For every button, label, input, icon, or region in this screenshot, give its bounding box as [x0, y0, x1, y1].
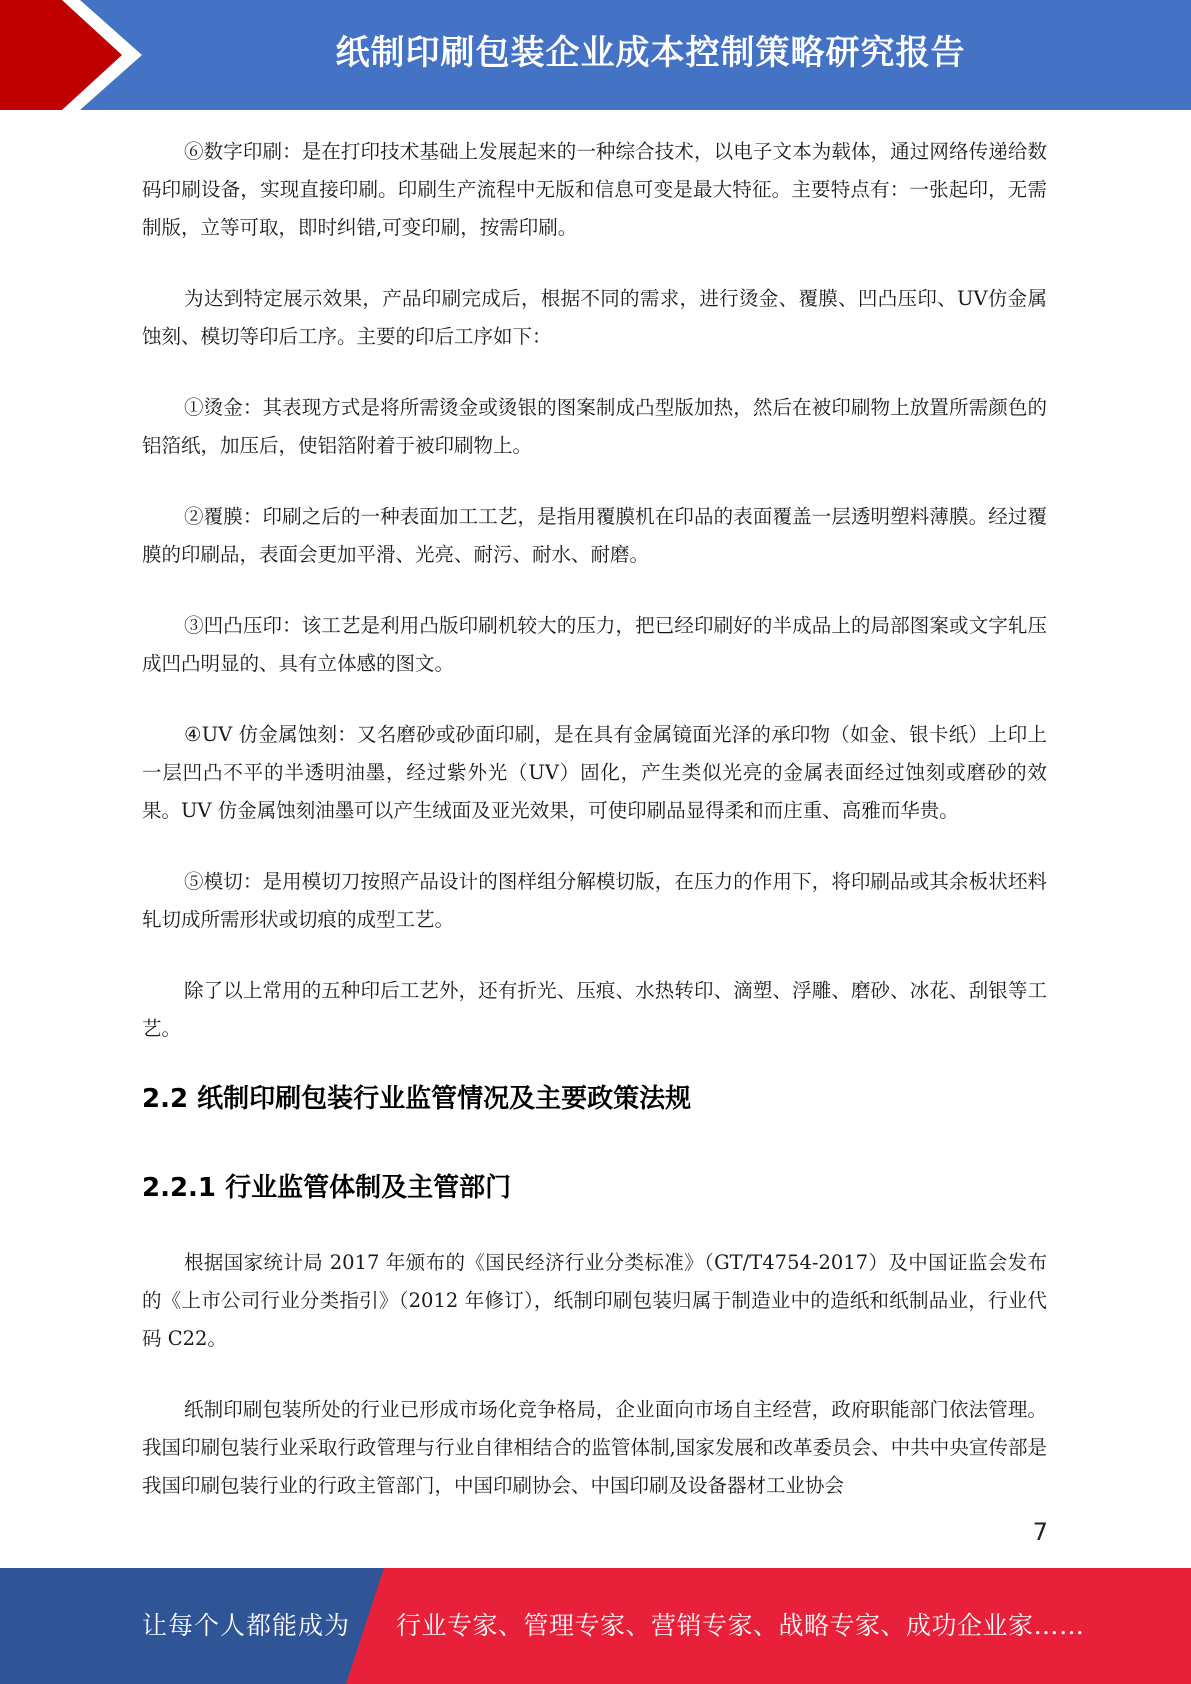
page-footer: [0, 1568, 1191, 1684]
paragraph-digital-printing: ⑥数字印刷：是在打印技术基础上发展起来的一种综合技术，以电子文本为载体，通过网络传递给数码印刷设备，实现直接印刷。印刷生产流程中无版和信息可变是最大特征。主要特点有：一张起印，无需制版，立等可取，即时纠错,可变印刷，按需印刷。: [142, 140, 1047, 239]
paragraph-hot-stamping: ①烫金：其表现方式是将所需烫金或烫银的图案制成凸型版加热，然后在被印刷物上放置所需颜色的铝箔纸，加压后，使铝箔附着于被印刷物上。: [142, 396, 1047, 457]
subsection-heading: 2.2.1 行业监管体制及主管部门: [142, 1173, 512, 1203]
paragraph-laminating: ②覆膜：印刷之后的一种表面加工工艺，是指用覆膜机在印品的表面覆盖一层透明塑料薄膜。经过覆膜的印刷品，表面会更加平滑、光亮、耐污、耐水、耐磨。: [142, 505, 1047, 566]
document-body: [142, 133, 1047, 1538]
paragraph-embossing: ③凹凸压印：该工艺是利用凸版印刷机较大的压力，把已经印刷好的半成品上的局部图案或文字轧压成凹凸明显的、具有立体感的图文。: [142, 614, 1047, 675]
section-heading: 2.2 纸制印刷包装行业监管情况及主要政策法规: [142, 1084, 692, 1114]
paragraph-die-cutting: ⑤模切：是用模切刀按照产品设计的图样组分解模切版，在压力的作用下，将印刷品或其余板状坯料轧切成所需形状或切痕的成型工艺。: [142, 870, 1047, 931]
red-chevron-decoration: [0, 0, 150, 110]
paragraph-regulatory-system: 纸制印刷包装所处的行业已形成市场化竞争格局，企业面向市场自主经营，政府职能部门依法管理。我国印刷包装行业采取行政管理与行业自律相结合的监管体制,国家发展和改革委员会、中共中央宣传部是我国印刷包装行业的行政主管部门，中国印刷协会、中国印刷及设备器材工业协会: [142, 1398, 1047, 1497]
report-title: 纸制印刷包装企业成本控制策略研究报告: [335, 33, 966, 73]
page-number: 7: [1032, 1518, 1048, 1546]
page-header: [0, 0, 1191, 110]
paragraph-post-press-intro: 为达到特定展示效果，产品印刷完成后，根据不同的需求，进行烫金、覆膜、凹凸压印、UV仿金属蚀刻、模切等印后工序。主要的印后工序如下：: [142, 287, 1047, 348]
footer-slogan-right: 行业专家、管理专家、营销专家、战略专家、成功企业家……: [396, 1611, 1085, 1640]
paragraph-other-processes: 除了以上常用的五种印后工艺外，还有折光、压痕、水热转印、滴塑、浮雕、磨砂、冰花、刮银等工艺。: [142, 979, 1047, 1040]
footer-slogan-left: 让每个人都能成为: [142, 1611, 351, 1640]
paragraph-uv-etching: ④UV 仿金属蚀刻：又名磨砂或砂面印刷，是在具有金属镜面光泽的承印物（如金、银卡纸）上印上一层凹凸不平的半透明油墨，经过紫外光（UV）固化，产生类似光亮的金属表面经过蚀刻或磨砂的效果。UV 仿金属蚀刻油墨可以产生绒面及亚光效果，可使印刷品显得柔和而庄重、高雅而华贵。: [142, 723, 1047, 822]
paragraph-industry-classification: 根据国家统计局 2017 年颁布的《国民经济行业分类标准》（GT/T4754-2017）及中国证监会发布的《上市公司行业分类指引》（2012 年修订），纸制印刷包装归属于制造业中的造纸和纸制品业，行业代码 C22。: [142, 1251, 1047, 1350]
